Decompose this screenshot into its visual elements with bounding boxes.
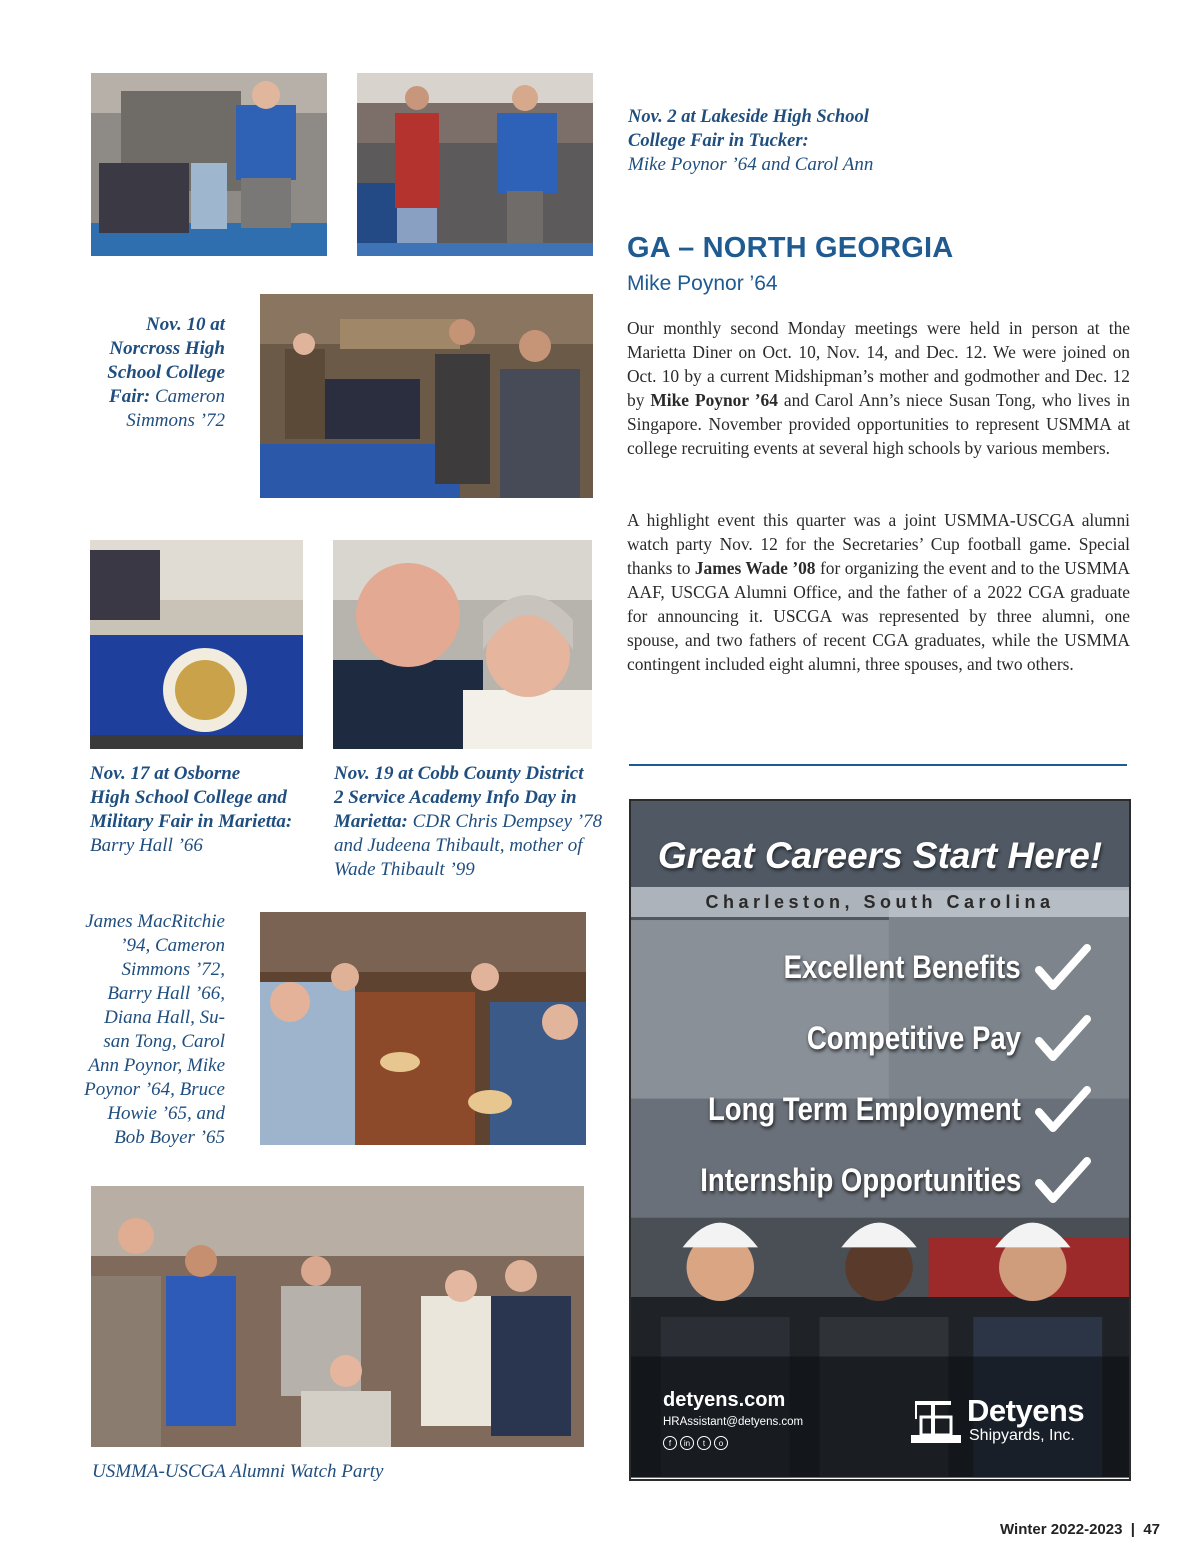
ad-benefit-item: Competitive Pay (806, 1020, 1021, 1056)
ad-benefit-item: Internship Opportunities (699, 1162, 1021, 1198)
section-author: Mike Poynor ’64 (627, 272, 778, 295)
caption-lakeside-lead: Nov. 2 at Lakeside High School College Fair in Tucker: (628, 107, 869, 151)
photo-lakeside-1 (91, 73, 327, 256)
body-bold-name: James Wade ’08 (694, 558, 816, 578)
caption-cobb-line: Wade Thibault ’99 (334, 859, 475, 880)
ad-logo-name: Detyens (967, 1393, 1085, 1428)
caption-dinner-line: Barry Hall ’66, (107, 983, 225, 1004)
checkmark-icon (1035, 1084, 1091, 1134)
caption-dinner-line: Simmons ’72, (121, 959, 225, 980)
photo-cobb (333, 540, 592, 749)
body-text-span: Our monthly second Monday meetings were held in person at the Marietta Diner on Oct. 10, Nov. 14, and Dec. 12. We were joined on Oct. 10 by a current Midshipman’s mother and godmother and Dec. 12 by (627, 318, 1130, 410)
caption-osborne (90, 762, 330, 858)
caption-dinner-line: Ann Poynor, Mike (88, 1055, 225, 1076)
detyens-advertisement[interactable] (629, 799, 1131, 1481)
ad-headline: Great Careers Start Here! (657, 835, 1103, 876)
twitter-icon[interactable]: t (697, 1436, 711, 1450)
caption-cobb-line: Nov. 19 at Cobb County District (334, 763, 584, 784)
caption-watch-party: USMMA-USCGA Alumni Watch Party (92, 1461, 384, 1482)
caption-cobb-line: and Judeena Thibault, mother of (334, 835, 583, 856)
ad-social-icons (663, 1436, 728, 1450)
caption-lakeside (628, 105, 928, 177)
instagram-icon[interactable]: o (714, 1436, 728, 1450)
photo-watch-party (91, 1186, 584, 1447)
caption-osborne-line: Military Fair in Marietta: (90, 811, 293, 832)
body-text-span: for organizing the event and to the USMMA AAF, USCGA Alumni Office, and the father of a 2022 CGA graduate for announcing it. USCGA was represented by three alumni, one spouse, and two fathers of recent CGA graduates, while the USMMA contingent included eight alumni, three spouses, and two others. (627, 558, 1130, 674)
caption-norcross-line: Norcross High (109, 338, 225, 359)
page-footer: Winter 2022-2023 | 47 (1000, 1521, 1160, 1538)
caption-lakeside-rest: Mike Poynor ’64 and Carol Ann (628, 154, 874, 175)
caption-norcross (40, 313, 225, 433)
checkmark-icon (1035, 1013, 1091, 1063)
caption-cobb-line: 2 Service Academy Info Day in (334, 787, 577, 808)
caption-cobb-line: CDR Chris Dempsey ’78 (412, 811, 603, 832)
section-title: GA – NORTH GEORGIA (627, 232, 954, 264)
facebook-icon[interactable]: f (663, 1436, 677, 1450)
caption-norcross-line: Fair: (109, 386, 151, 407)
caption-norcross-line: Simmons ’72 (126, 410, 225, 431)
caption-osborne-line: Nov. 17 at Osborne (90, 763, 241, 784)
caption-osborne-line: Barry Hall ’66 (90, 835, 203, 856)
ad-website-link[interactable]: detyens.com (663, 1389, 786, 1411)
photo-osborne (90, 540, 303, 749)
photo-norcross (260, 294, 593, 498)
caption-dinner-line: Howie ’65, and (107, 1103, 225, 1124)
checkmark-icon (1035, 942, 1091, 992)
body-paragraph-2 (627, 508, 1130, 676)
body-text-span: and Carol Ann’s niece Susan Tong, who lives in Singapore. November provided opportunities to represent USMMA at college recruiting events at several high schools by various members. (627, 390, 1130, 458)
body-bold-name: Mike Poynor ’64 (650, 390, 778, 410)
caption-dinner-line: James MacRitchie (85, 911, 225, 932)
caption-cobb-line: Marietta: (334, 811, 408, 832)
detyens-logo (907, 1391, 1107, 1451)
caption-dinner-line: san Tong, Carol (103, 1031, 225, 1052)
checkmark-icon (1035, 1155, 1091, 1205)
shipyard-crane-icon (907, 1395, 965, 1447)
ad-benefit-item: Long Term Employment (708, 1091, 1021, 1127)
ad-location: Charleston, South Carolina (631, 887, 1129, 917)
linkedin-icon[interactable]: in (680, 1436, 694, 1450)
caption-osborne-line: High School College and (90, 787, 287, 808)
ad-logo-sub: Shipyards, Inc. (969, 1427, 1075, 1444)
caption-norcross-line: Cameron (154, 386, 225, 407)
photo-dinner (260, 912, 586, 1145)
caption-dinner (40, 910, 225, 1150)
body-text-span: A highlight event this quarter was a joint USMMA-USCGA alumni watch party Nov. 12 for the Secretaries’ Cup football game. Special thanks to (627, 510, 1130, 578)
caption-norcross-line: School College (107, 362, 225, 383)
photo-lakeside-2 (357, 73, 593, 256)
caption-cobb (334, 762, 619, 882)
ad-benefit-item: Excellent Benefits (783, 949, 1021, 985)
caption-dinner-line: ’94, Cameron (120, 935, 225, 956)
caption-dinner-line: Diana Hall, Su- (104, 1007, 225, 1028)
section-divider (629, 764, 1127, 766)
caption-dinner-line: Poynor ’64, Bruce (84, 1079, 225, 1100)
ad-email-link[interactable]: HRAssistant@detyens.com (663, 1416, 804, 1428)
body-paragraph-1 (627, 316, 1130, 460)
caption-dinner-line: Bob Boyer ’65 (114, 1127, 225, 1148)
caption-norcross-line: Nov. 10 at (146, 314, 225, 335)
